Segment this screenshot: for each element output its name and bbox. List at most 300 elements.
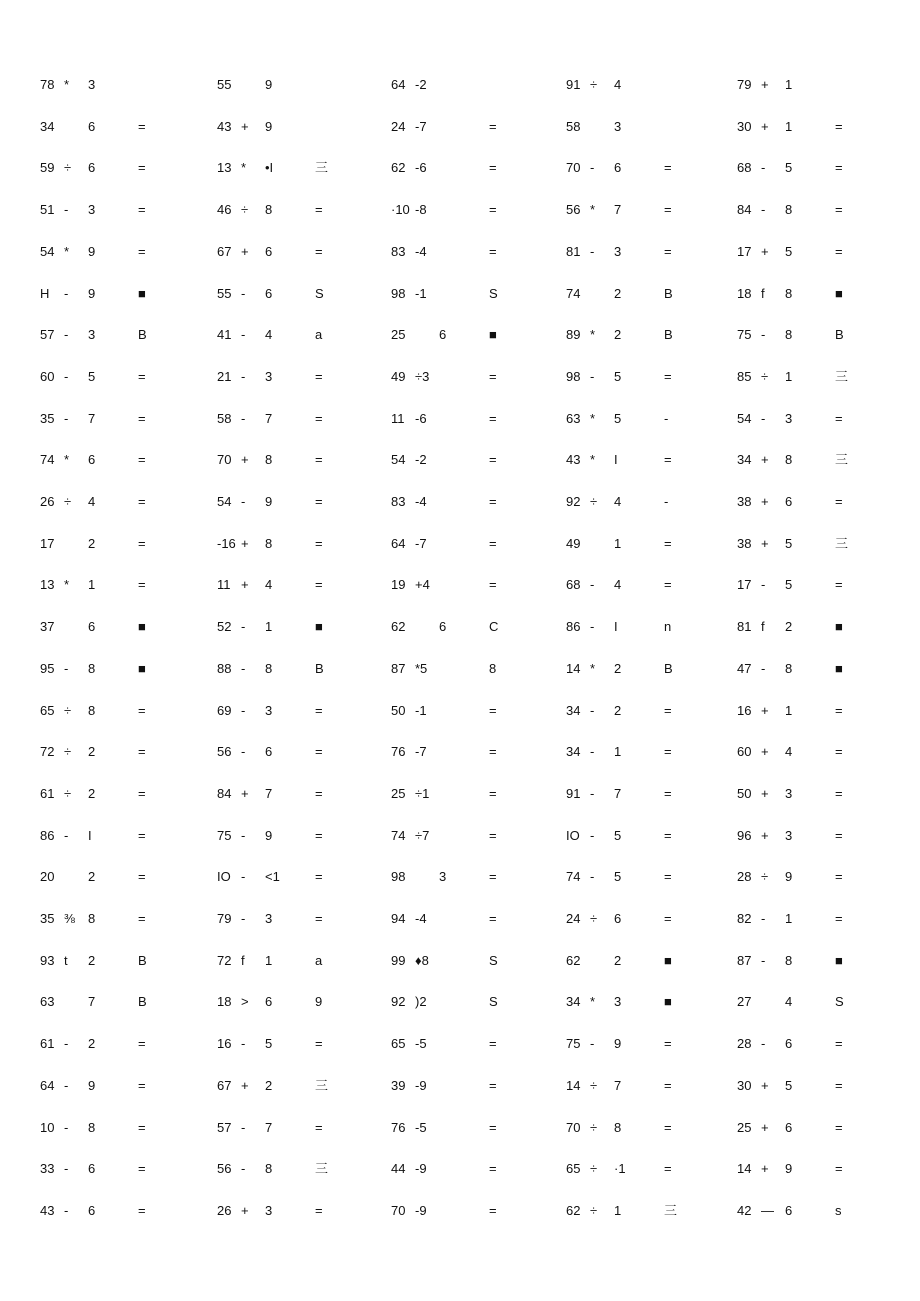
operator: - [241, 702, 246, 718]
operand-b: 5 [785, 535, 793, 551]
operator: - [64, 827, 69, 843]
operator: ÷ [64, 702, 72, 718]
answer-mark: = [835, 911, 843, 926]
problem-row [0, 491, 920, 513]
operand-a: 30 [737, 1077, 752, 1093]
operand-b: 8 [265, 660, 273, 676]
operand-b: 2 [614, 952, 622, 968]
operator: -1 [415, 285, 427, 301]
operator: - [761, 911, 766, 926]
operand-a: 61 [40, 1036, 55, 1052]
operand-b: 4 [614, 494, 622, 509]
problem-row [0, 366, 920, 388]
problem-row [0, 1117, 920, 1139]
answer-mark: = [138, 577, 146, 593]
operator: - [241, 619, 246, 635]
operand-a: 70 [566, 160, 581, 176]
operand-a: 33 [40, 1161, 55, 1177]
operand-b: 4 [614, 77, 622, 92]
answer-mark: = [489, 827, 497, 843]
answer-mark: ■ [315, 619, 323, 635]
operator: > [241, 994, 249, 1010]
operand-a: 59 [40, 160, 55, 176]
operand-a: 60 [40, 368, 55, 384]
answer-mark: = [664, 243, 672, 259]
operator: ÷ [761, 368, 769, 384]
operand-a: 83 [391, 243, 406, 259]
operand-b: 3 [614, 994, 622, 1010]
answer-mark: ■ [835, 619, 843, 635]
operand-a: 38 [737, 535, 752, 551]
answer-mark: = [835, 494, 843, 509]
operand-b: I [88, 827, 92, 843]
answer-mark: = [138, 160, 146, 176]
operator: + [761, 827, 769, 843]
operand-a: 87 [391, 660, 406, 676]
operand-b: 6 [439, 327, 447, 343]
operand-a: 89 [566, 327, 581, 343]
answer-mark: B [138, 327, 147, 343]
operand-a: 87 [737, 952, 752, 968]
operator: - [590, 702, 595, 718]
operand-b: 3 [265, 911, 273, 926]
operand-a: 24 [566, 911, 581, 926]
operand-a: 70 [391, 1202, 406, 1218]
operator: * [590, 660, 596, 676]
answer-mark: = [315, 577, 323, 593]
operand-b: 8 [88, 660, 96, 676]
operand-b: 1 [265, 619, 273, 635]
operator: - [761, 952, 766, 968]
answer-mark: = [315, 911, 323, 926]
problem-row [0, 991, 920, 1013]
operator: + [761, 535, 769, 551]
operator: - [761, 660, 766, 676]
operator: - [761, 1036, 766, 1052]
answer-mark: = [315, 785, 323, 801]
answer-mark: S [489, 994, 498, 1010]
operand-a: 93 [40, 952, 55, 968]
operand-b: 3 [614, 243, 622, 259]
operand-a: 34 [566, 994, 581, 1010]
operand-b: 1 [614, 535, 622, 551]
answer-mark: = [664, 785, 672, 801]
operand-a: 56 [566, 202, 581, 218]
operand-a: 35 [40, 410, 55, 426]
operator: -4 [415, 911, 427, 926]
operator: * [590, 452, 596, 468]
operand-a: 78 [40, 77, 55, 92]
operand-b: 5 [785, 1077, 793, 1093]
problem-row [0, 741, 920, 763]
operator: + [241, 1077, 249, 1093]
operand-a: 34 [40, 118, 55, 134]
operator: ÷ [590, 1161, 598, 1177]
operator: -4 [415, 243, 427, 259]
operand-a: 54 [217, 494, 232, 509]
answer-mark: = [664, 827, 672, 843]
operator: - [241, 660, 246, 676]
operand-b: 3 [785, 785, 793, 801]
problem-row [0, 533, 920, 555]
answer-mark: ■ [489, 327, 497, 343]
operand-a: 74 [566, 285, 581, 301]
operand-b: 3 [265, 1202, 273, 1218]
operand-a: 79 [737, 77, 752, 92]
answer-mark: = [138, 410, 146, 426]
answer-mark: = [664, 577, 672, 593]
operand-a: 27 [737, 994, 752, 1010]
operand-a: 50 [737, 785, 752, 801]
operator: -9 [415, 1077, 427, 1093]
operator: + [241, 535, 249, 551]
operand-b: 8 [785, 285, 793, 301]
operand-b: 4 [265, 577, 273, 593]
operand-b: 7 [88, 410, 96, 426]
answer-mark: 9 [315, 994, 323, 1010]
answer-mark: = [315, 535, 323, 551]
operand-b: 9 [88, 243, 96, 259]
answer-mark: = [835, 1077, 843, 1093]
problem-row [0, 74, 920, 96]
answer-mark: S [489, 952, 498, 968]
operator: * [590, 327, 596, 343]
operand-a: 94 [391, 911, 406, 926]
operand-b: 6 [614, 160, 622, 176]
operand-b: 9 [88, 285, 96, 301]
operand-b: 2 [265, 1077, 273, 1093]
operator: - [241, 410, 246, 426]
operator: - [64, 368, 69, 384]
answer-mark: = [138, 911, 146, 926]
answer-mark: a [315, 327, 323, 343]
problem-row [0, 700, 920, 722]
answer-mark: - [664, 494, 669, 509]
operand-a: 41 [217, 327, 232, 343]
operand-a: 64 [40, 1077, 55, 1093]
operator: - [590, 785, 595, 801]
answer-mark: = [835, 785, 843, 801]
answer-mark: 三 [835, 452, 849, 468]
operand-a: 84 [737, 202, 752, 218]
operand-a: 92 [566, 494, 581, 509]
answer-mark: ■ [664, 952, 672, 968]
operator: + [241, 118, 249, 134]
operand-a: 85 [737, 368, 752, 384]
operand-b: 9 [88, 1077, 96, 1093]
answer-mark: = [664, 1161, 672, 1177]
answer-mark: = [664, 160, 672, 176]
answer-mark: = [835, 118, 843, 134]
operator: ÷ [64, 744, 72, 760]
operator: - [590, 368, 595, 384]
operator: - [241, 1119, 246, 1135]
operator: ÷1 [415, 785, 430, 801]
operand-a: 64 [391, 535, 406, 551]
problem-row [0, 1200, 920, 1222]
operator: - [241, 827, 246, 843]
answer-mark: = [138, 1077, 146, 1093]
operand-b: 8 [88, 702, 96, 718]
operand-b: 2 [614, 660, 622, 676]
answer-mark: = [315, 452, 323, 468]
answer-mark: = [489, 1036, 497, 1052]
answer-mark: = [138, 535, 146, 551]
answer-mark: = [664, 368, 672, 384]
answer-mark: B [664, 660, 673, 676]
operand-a: 46 [217, 202, 232, 218]
operator: - [761, 410, 766, 426]
answer-mark: = [489, 368, 497, 384]
answer-mark: = [664, 702, 672, 718]
operand-b: 2 [88, 744, 96, 760]
operand-b: 1 [614, 744, 622, 760]
answer-mark: = [138, 368, 146, 384]
operator: * [241, 160, 247, 176]
operand-a: 49 [566, 535, 581, 551]
operand-a: 68 [737, 160, 752, 176]
answer-mark: = [489, 535, 497, 551]
answer-mark: = [489, 869, 497, 885]
answer-mark: = [315, 202, 323, 218]
operand-b: 1 [785, 911, 793, 926]
operand-b: 3 [88, 77, 96, 92]
operand-a: 83 [391, 494, 406, 509]
operand-b: 2 [88, 535, 96, 551]
operand-b: 3 [614, 118, 622, 134]
operand-a: 25 [737, 1119, 752, 1135]
answer-mark: = [138, 1202, 146, 1218]
operator: ÷7 [415, 827, 430, 843]
problem-row [0, 116, 920, 138]
operand-a: 14 [566, 1077, 581, 1093]
operand-b: 7 [614, 202, 622, 218]
operator: * [64, 452, 70, 468]
answer-mark: = [489, 1119, 497, 1135]
answer-mark: = [138, 202, 146, 218]
operand-b: 1 [88, 577, 96, 593]
answer-mark: 8 [489, 660, 497, 676]
operand-b: 3 [265, 368, 273, 384]
answer-mark: = [138, 243, 146, 259]
operand-b: <1 [265, 869, 280, 885]
operand-a: 28 [737, 869, 752, 885]
answer-mark: = [138, 869, 146, 885]
operand-a: -16 [217, 535, 236, 551]
operator: - [590, 744, 595, 760]
operand-a: 62 [566, 1202, 581, 1218]
operand-b: 3 [88, 327, 96, 343]
answer-mark: a [315, 952, 323, 968]
answer-mark: = [315, 702, 323, 718]
operand-a: ·10 [391, 202, 410, 218]
problem-row [0, 616, 920, 638]
operator: - [241, 869, 246, 885]
operand-a: 16 [217, 1036, 232, 1052]
operand-a: 35 [40, 911, 55, 926]
operand-a: 62 [566, 952, 581, 968]
operator: ♦8 [415, 952, 429, 968]
operand-a: 98 [391, 285, 406, 301]
answer-mark: ■ [835, 660, 843, 676]
answer-mark: = [315, 243, 323, 259]
operand-a: 30 [737, 118, 752, 134]
operand-b: 6 [785, 1202, 793, 1218]
operand-a: 25 [391, 785, 406, 801]
answer-mark: = [315, 869, 323, 885]
operand-a: 98 [566, 368, 581, 384]
operand-b: 8 [265, 452, 273, 468]
operator: )2 [415, 994, 427, 1010]
answer-mark: 三 [835, 535, 849, 551]
operand-a: 76 [391, 744, 406, 760]
operand-a: 64 [391, 77, 406, 92]
operand-a: 58 [217, 410, 232, 426]
operand-a: 14 [737, 1161, 752, 1177]
operand-b: 6 [88, 118, 96, 134]
operand-b: I [614, 452, 618, 468]
answer-mark: 三 [315, 160, 329, 176]
operand-b: 9 [265, 77, 273, 92]
operator: * [64, 243, 70, 259]
operand-a: 18 [737, 285, 752, 301]
answer-mark: s [835, 1202, 842, 1218]
operand-a: IO [566, 827, 580, 843]
operand-b: 6 [88, 1161, 96, 1177]
operand-a: 61 [40, 785, 55, 801]
answer-mark: = [138, 785, 146, 801]
operand-a: 65 [40, 702, 55, 718]
answer-mark: B [664, 327, 673, 343]
operand-a: 28 [737, 1036, 752, 1052]
operator: - [64, 1119, 69, 1135]
operand-a: 74 [391, 827, 406, 843]
operand-a: 62 [391, 160, 406, 176]
answer-mark: ■ [664, 994, 672, 1010]
operand-a: 38 [737, 494, 752, 509]
operand-b: 1 [785, 368, 793, 384]
operand-b: 8 [265, 1161, 273, 1177]
operator: - [761, 160, 766, 176]
operand-a: 98 [391, 869, 406, 885]
operand-b: 5 [614, 827, 622, 843]
operand-b: 8 [88, 911, 96, 926]
operator: + [761, 1119, 769, 1135]
answer-mark: = [489, 160, 497, 176]
operator: -6 [415, 410, 427, 426]
answer-mark: = [664, 1119, 672, 1135]
operand-b: 9 [265, 827, 273, 843]
operator: + [761, 744, 769, 760]
operator: + [241, 243, 249, 259]
operator: - [241, 327, 246, 343]
problem-row [0, 908, 920, 930]
operand-b: 2 [88, 869, 96, 885]
answer-mark: = [489, 577, 497, 593]
operand-a: 13 [40, 577, 55, 593]
operator: -7 [415, 744, 427, 760]
answer-mark: B [138, 952, 147, 968]
operator: *5 [415, 660, 428, 676]
answer-mark: ■ [835, 952, 843, 968]
operand-b: 9 [265, 494, 273, 509]
answer-mark: = [315, 368, 323, 384]
operand-a: 49 [391, 368, 406, 384]
operand-a: 76 [391, 1119, 406, 1135]
operator: ⅜ [64, 911, 75, 926]
operand-a: 58 [566, 118, 581, 134]
operand-b: 6 [88, 160, 96, 176]
answer-mark: = [835, 1161, 843, 1177]
operand-a: 75 [217, 827, 232, 843]
problem-row [0, 199, 920, 221]
operand-a: 20 [40, 869, 55, 885]
operand-a: 13 [217, 160, 232, 176]
operand-b: I [614, 619, 618, 635]
operand-b: 6 [265, 994, 273, 1010]
operand-b: 9 [614, 1036, 622, 1052]
answer-mark: = [138, 452, 146, 468]
answer-mark: = [835, 577, 843, 593]
operand-b: 9 [265, 118, 273, 134]
operator: - [590, 243, 595, 259]
operand-b: 8 [265, 202, 273, 218]
answer-mark: ■ [138, 660, 146, 676]
operator: ÷ [590, 1119, 598, 1135]
answer-mark: - [664, 410, 669, 426]
operand-b: 3 [265, 702, 273, 718]
operand-b: 2 [614, 327, 622, 343]
operator: -5 [415, 1119, 427, 1135]
operator: - [241, 368, 246, 384]
operand-a: 43 [40, 1202, 55, 1218]
operator: f [761, 619, 765, 635]
answer-mark: = [489, 243, 497, 259]
operand-a: 57 [217, 1119, 232, 1135]
operator: - [761, 202, 766, 218]
operand-a: 25 [391, 327, 406, 343]
operator: f [241, 952, 245, 968]
operator: -8 [415, 202, 427, 218]
operand-b: 2 [88, 952, 96, 968]
operator: - [761, 327, 766, 343]
problem-row [0, 1158, 920, 1180]
problem-row [0, 283, 920, 305]
operand-a: 26 [40, 494, 55, 509]
operand-a: 86 [566, 619, 581, 635]
operator: - [590, 869, 595, 885]
operator: * [64, 77, 70, 92]
answer-mark: = [315, 1036, 323, 1052]
operand-a: 70 [217, 452, 232, 468]
operand-a: 88 [217, 660, 232, 676]
operand-b: 6 [439, 619, 447, 635]
operand-a: 17 [40, 535, 55, 551]
operand-a: 75 [737, 327, 752, 343]
operand-a: 43 [217, 118, 232, 134]
operand-a: 56 [217, 744, 232, 760]
operand-a: 19 [391, 577, 406, 593]
operator: - [241, 494, 246, 509]
answer-mark: = [835, 702, 843, 718]
problem-row [0, 866, 920, 888]
operator: - [64, 327, 69, 343]
answer-mark: = [489, 452, 497, 468]
operator: t [64, 952, 68, 968]
operand-a: 69 [217, 702, 232, 718]
operand-b: 5 [614, 869, 622, 885]
operator: - [64, 1202, 69, 1218]
